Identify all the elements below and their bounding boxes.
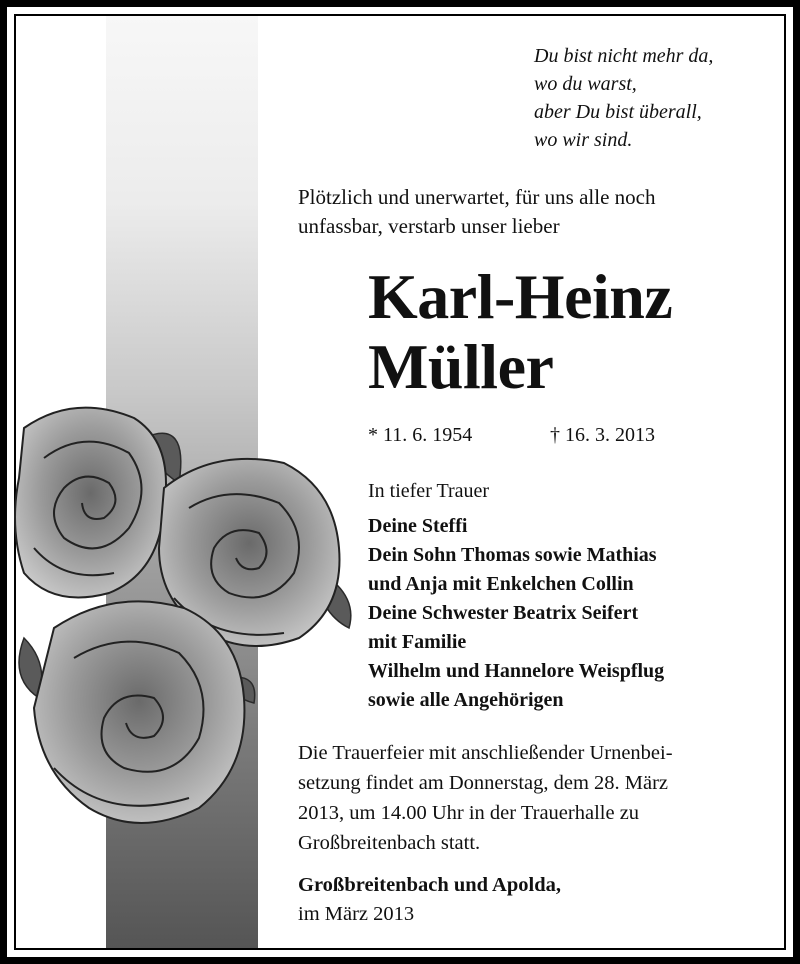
mourner-line: sowie alle Angehörigen bbox=[368, 689, 564, 711]
last-name: Müller bbox=[368, 331, 554, 402]
poem-line: wo wir sind. bbox=[534, 129, 633, 151]
mourner-line: Deine Steffi bbox=[368, 515, 468, 537]
poem-line: wo du warst, bbox=[534, 73, 637, 95]
first-name: Karl-Heinz bbox=[368, 261, 673, 332]
closing bbox=[298, 871, 561, 929]
closing-place: Großbreitenbach und Apolda, bbox=[298, 874, 561, 896]
mourners-list bbox=[368, 512, 664, 715]
mourners-heading: In tiefer Trauer bbox=[368, 480, 490, 502]
rose-icon bbox=[34, 601, 244, 823]
poem bbox=[534, 42, 713, 154]
mourner-line: Dein Sohn Thomas sowie Mathias bbox=[368, 544, 657, 566]
ceremony-line: Großbreitenbach statt. bbox=[298, 832, 481, 854]
birth-date: * 11. 6. 1954 bbox=[368, 424, 473, 446]
death-date: † 16. 3. 2013 bbox=[550, 424, 655, 446]
intro-line: unfassbar, verstarb unser lieber bbox=[298, 214, 560, 238]
ceremony-line: setzung findet am Donnerstag, dem 28. März bbox=[298, 772, 669, 794]
mourner-line: und Anja mit Enkelchen Collin bbox=[368, 573, 634, 595]
deceased-name bbox=[368, 262, 672, 402]
mourner-line: Wilhelm und Hannelore Weispflug bbox=[368, 660, 665, 682]
intro-text bbox=[298, 183, 655, 241]
ceremony-notice bbox=[298, 738, 673, 858]
poem-line: Du bist nicht mehr da, bbox=[534, 45, 714, 67]
rose-icon bbox=[15, 408, 166, 598]
ceremony-line: Die Trauerfeier mit anschließender Urnenbei- bbox=[298, 742, 673, 764]
mourner-line: Deine Schwester Beatrix Seifert bbox=[368, 602, 639, 624]
mourner-line: mit Familie bbox=[368, 631, 467, 653]
ceremony-line: 2013, um 14.00 Uhr in der Trauerhalle zu bbox=[298, 802, 640, 824]
intro-line: Plötzlich und unerwartet, für uns alle noch bbox=[298, 185, 656, 209]
poem-line: aber Du bist überall, bbox=[534, 101, 702, 123]
closing-date: im März 2013 bbox=[298, 903, 415, 925]
